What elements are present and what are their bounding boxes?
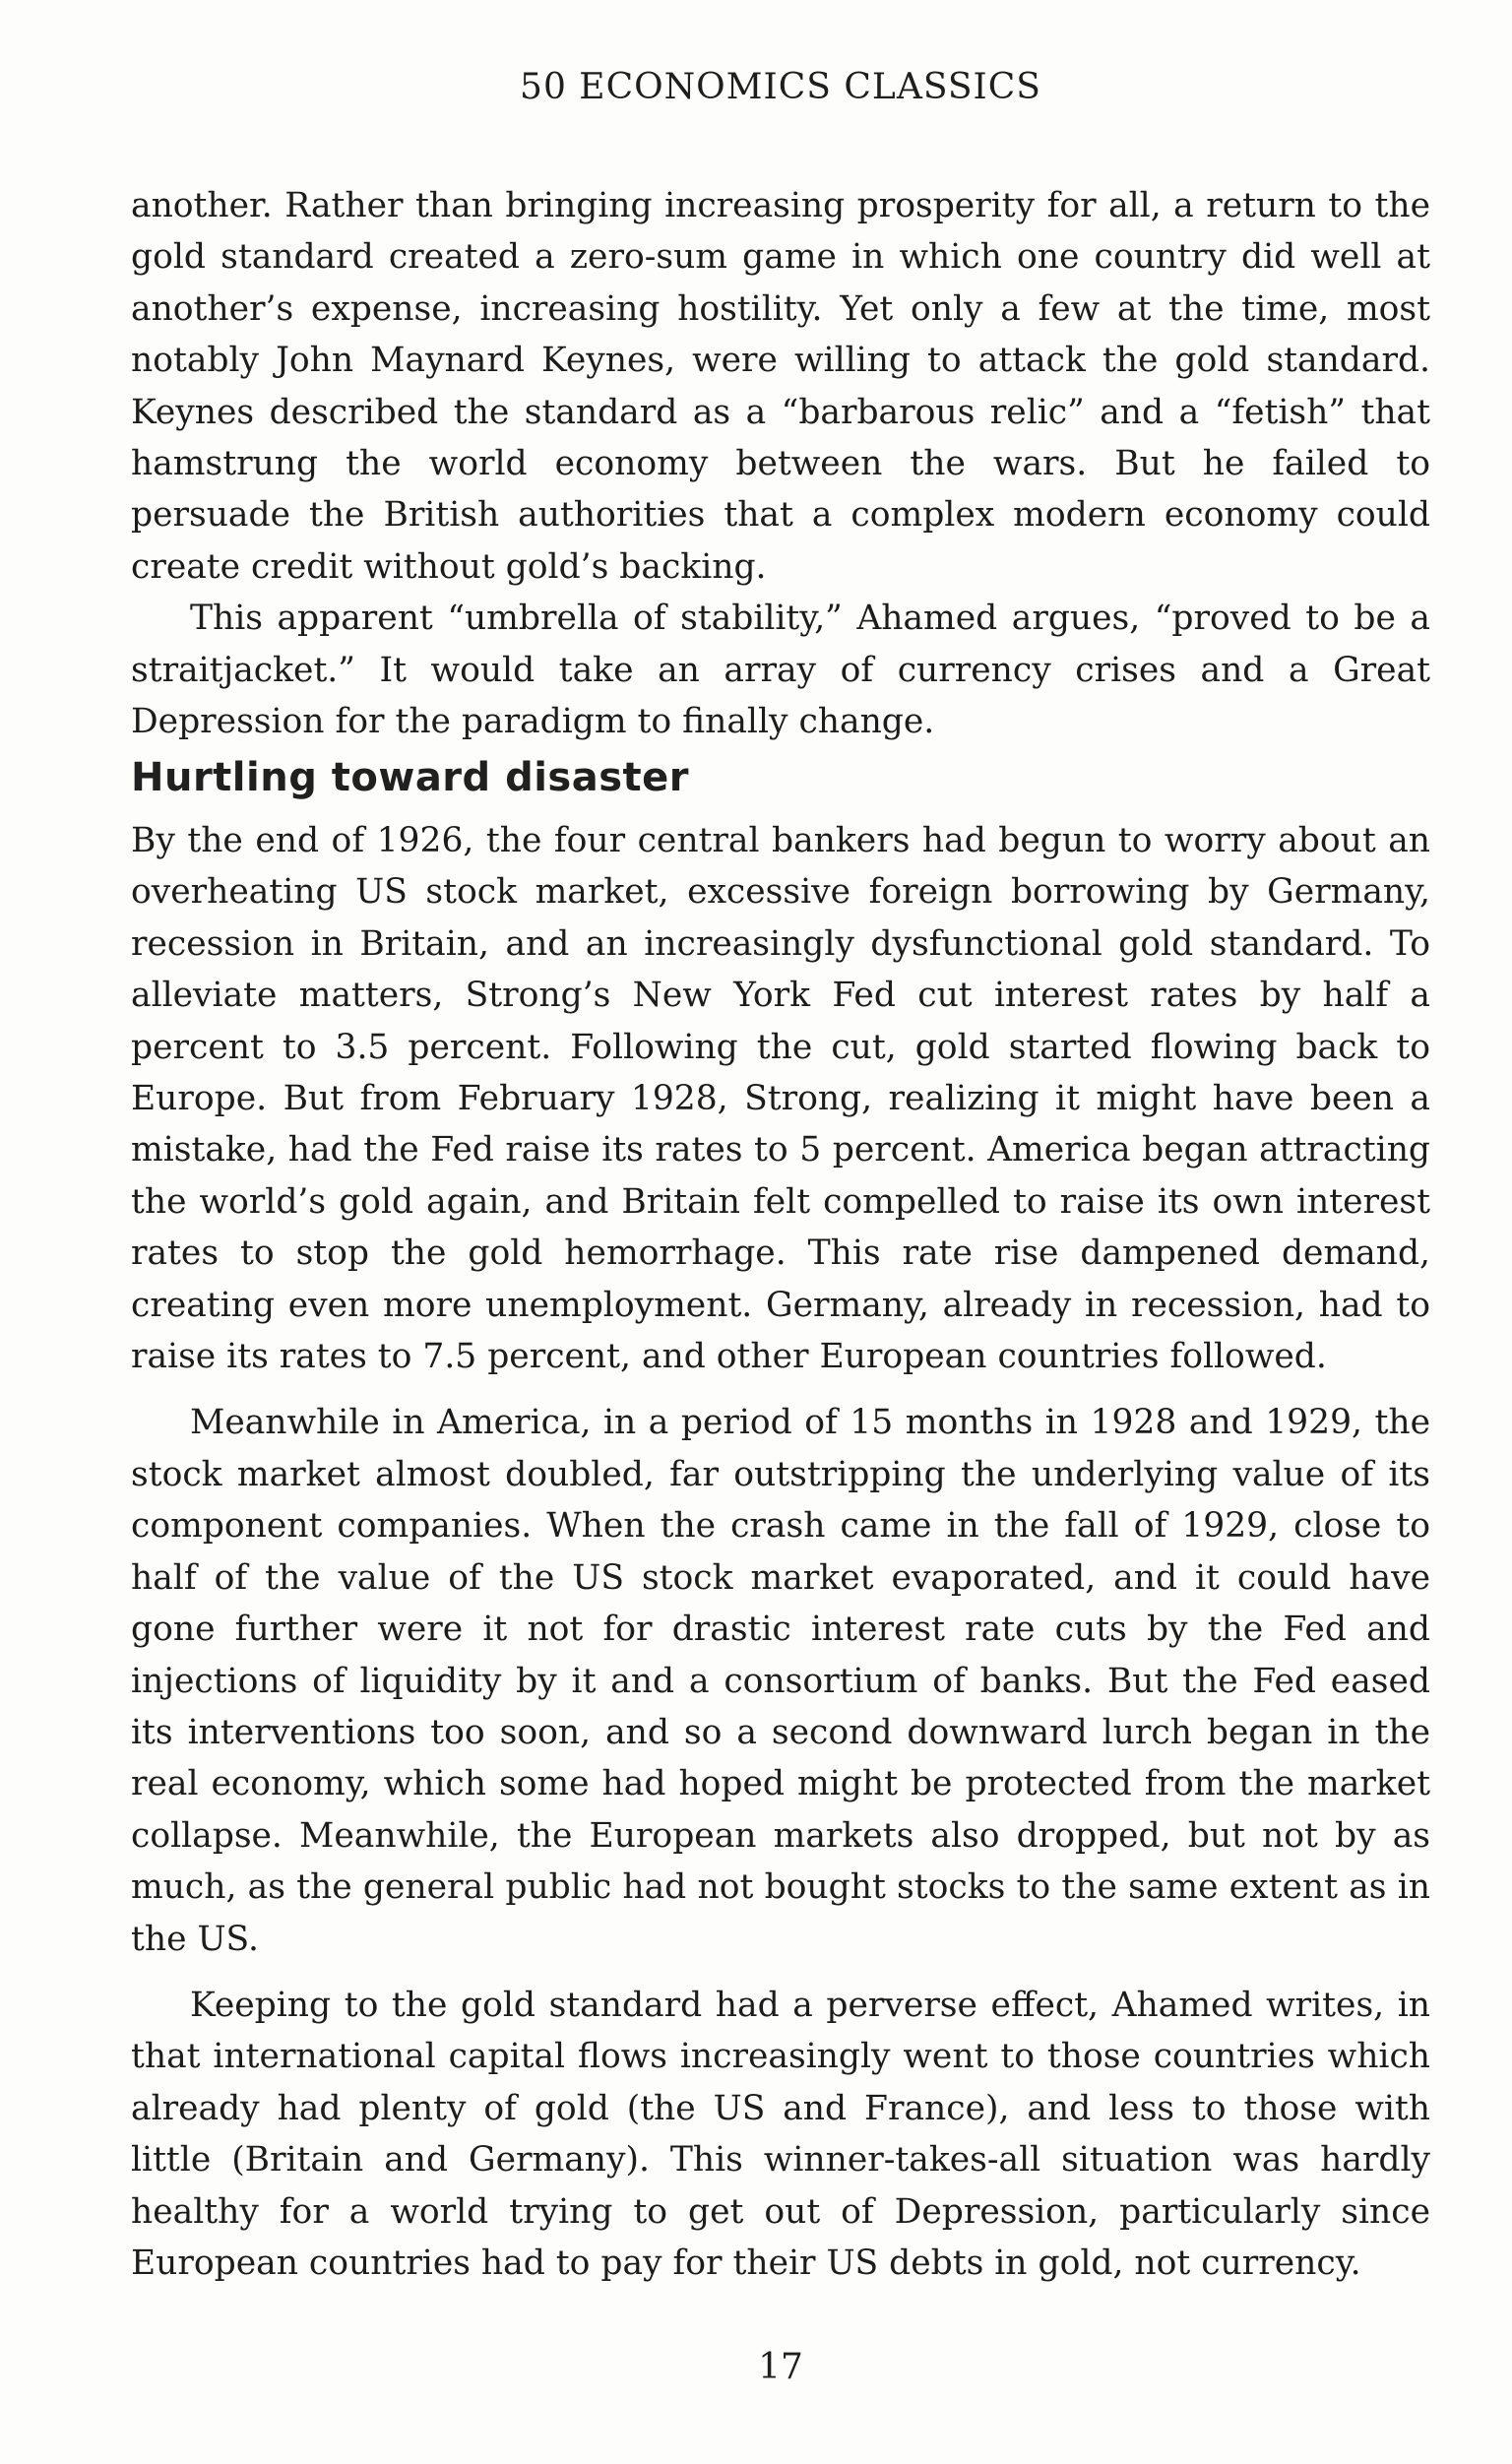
paragraph-umbrella: This apparent “umbrella of stability,” Ahamed argues, “proved to be a straitjacket.” It would take an array of currency crises and a Great Depression for the paradigm to finally change. <box>131 599 1430 742</box>
opening-text <box>131 180 1430 747</box>
page-number: 17 <box>758 2347 803 2387</box>
section-body <box>131 815 1430 2289</box>
paragraph-section-first: By the end of 1926, the four central bankers had begun to worry about an overheating US stock market, excessive foreign borrowing by Germany, recession in Britain, and an increasingly dysfunctional gold standard. To alleviate matters, Strong’s New York Fed cut interest rates by half a percent to 3.5 percent. Following the cut, gold started flowing back to Europe. But from February 1928, Strong, realizing it might have been a mistake, had the Fed raise its rates to 5 percent. America began attracting the world’s gold again, and Britain felt compelled to raise its own interest rates to stop the gold hemorrhage. This rate rise dampened demand, creating even more unemployment. Germany, already in recession, had to raise its rates to 7.5 percent, and other European countries followed. <box>131 821 1430 1377</box>
paragraph-gold-standard-effect: Keeping to the gold standard had a perverse effect, Ahamed writes, in that international capital flows increasingly went to those countries which already had plenty of gold (the US and France), and less to those with little (Britain and Germany). This winner-takes-all situation was hardly healthy for a world trying to get out of Depression, particularly since European countries had to pay for their US debts in gold, not currency. <box>131 1985 1430 2283</box>
paragraph-continued: another. Rather than bringing increasing prosperity for all, a return to the gold standard created a zero-sum game in which one country did well at another’s expense, increasing hostility. Yet only a few at the time, most notably John Maynard Keynes, were willing to attack the gold standard. Keynes described the standard as a “barbarous relic” and a “fetish” that hamstrung the world economy between the wars. But he failed to persuade the British authorities that a complex modern economy could create credit without gold’s backing. <box>131 186 1430 587</box>
running-head: 50 ECONOMICS CLASSICS <box>520 67 1041 107</box>
paragraph-crash: Meanwhile in America, in a period of 15 months in 1928 and 1929, the stock market almost doubled, far outstripping the underlying value of its component companies. When the crash came in the fall of 1929, close to half of the value of the US stock market evaporated, and it could have gone further were it not for drastic interest rate cuts by the Fed and injections of liquidity by it and a consortium of banks. But the Fed eased its interventions too soon, and so a second downward lurch began in the real economy, which some had hoped might be protected from the market collapse. Meanwhile, the European markets also dropped, but not by as much, as the general public had not bought stocks to the same extent as in the US. <box>131 1403 1430 1959</box>
section-heading: Hurtling toward disaster <box>131 755 690 800</box>
